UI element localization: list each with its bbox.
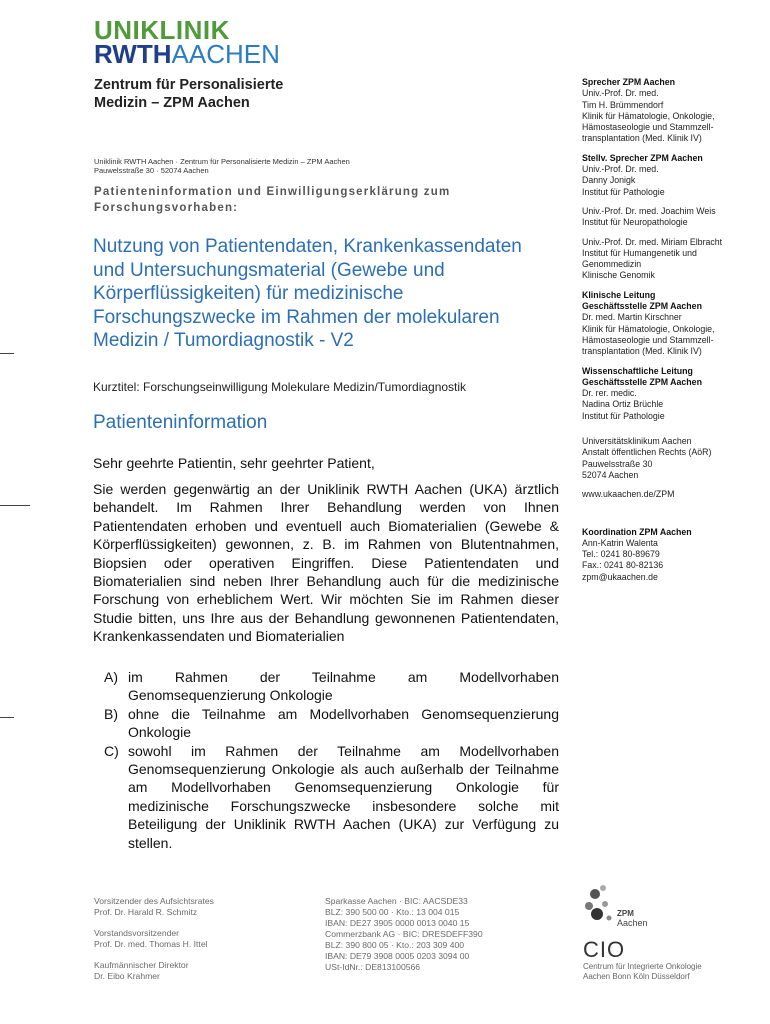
wissenschaft-line: Dr. rer. medic.: [582, 388, 637, 399]
center-name-line1: Zentrum für Personalisierte: [94, 77, 284, 93]
elbracht-block: [582, 237, 762, 282]
koordination-line: Fax.: 0241 80-82136: [582, 560, 664, 571]
sprecher-block: [582, 77, 762, 145]
address-line2: Pauwelsstraße 30 · 52074 Aachen: [94, 166, 209, 175]
intro-line2: Forschungsvorhaben:: [94, 202, 239, 214]
wissenschaft-subheading: Geschäftsstelle ZPM Aachen: [582, 376, 702, 387]
center-name-line2: Medizin – ZPM Aachen: [94, 95, 250, 111]
title-line: und Untersuchungsmaterial (Gewebe und: [93, 259, 445, 281]
footer-management: [94, 896, 214, 992]
option-c: [104, 742, 559, 852]
footer-group: [94, 928, 214, 950]
klinisch-line: Dr. med. Martin Kirschner: [582, 312, 682, 323]
sprecher-line: Univ.-Prof. Dr. med.: [582, 88, 659, 99]
sprecher-line: transplantation (Med. Klinik IV): [582, 133, 702, 144]
elbracht-line: Univ.-Prof. Dr. med. Miriam Elbracht: [582, 236, 723, 247]
title-line: Forschungszwecke im Rahmen der molekularen: [93, 306, 500, 328]
option-text: im Rahmen der Teilnahme am Modellvorhaben Genomsequenzierung Onkologie: [128, 669, 559, 704]
klinisch-line: transplantation (Med. Klinik IV): [582, 346, 702, 357]
uka-line: Pauwelsstraße 30: [582, 458, 653, 469]
cio-logo: [583, 938, 733, 982]
koordination-heading: Koordination ZPM Aachen: [582, 526, 692, 537]
klinisch-heading: Klinische Leitung: [582, 289, 656, 300]
zpm-logo: [583, 880, 653, 932]
section-heading: Patienteninformation: [93, 412, 268, 433]
option-label: C): [104, 742, 119, 759]
footer-line: Vorstandsvorsitzender: [94, 928, 180, 938]
uka-line: Universitätsklinikum Aachen: [582, 436, 692, 447]
bank-line: IBAN: DE27 3905 0000 0013 0040 15: [325, 918, 470, 928]
stellv-line: Danny Jonigk: [582, 175, 636, 186]
wissenschaft-line: Institut für Pathologie: [582, 410, 665, 421]
footer-group: [94, 896, 214, 918]
intro-line1: Patienteninformation und Einwilligungserklärung zum: [94, 186, 451, 198]
wissenschaft-block: [582, 366, 762, 422]
intro-heading: [94, 184, 534, 216]
footer-group: [94, 960, 214, 982]
cio-mark: CIO: [583, 937, 626, 962]
center-name: [94, 76, 283, 112]
uka-line: 52074 Aachen: [582, 469, 639, 480]
klinisch-block: [582, 290, 762, 358]
email-link[interactable]: zpm@ukaachen.de: [582, 571, 658, 582]
koordination-line: Tel.: 0241 80-89679: [582, 549, 660, 560]
option-label: A): [104, 669, 118, 685]
zpm-logo-text: ZPM: [617, 909, 634, 918]
footer-bank: [325, 896, 483, 973]
elbracht-line: Institut für Humangenetik und: [582, 247, 697, 258]
website-link[interactable]: www.ukaachen.de/ZPM: [582, 489, 675, 500]
weis-line: Univ.-Prof. Dr. med. Joachim Weis: [582, 205, 716, 216]
document-title: [93, 235, 573, 353]
bank-line: BLZ: 390 500 00 · Kto.: 13 004 015: [325, 907, 460, 917]
logo-rwth: RWTH: [94, 39, 172, 69]
bank-line: USt-IdNr.: DE813100566: [325, 962, 421, 972]
uka-line: Anstalt öffentlichen Rechts (AöR): [582, 447, 712, 458]
wissenschaft-heading: Wissenschaftliche Leitung: [582, 365, 693, 376]
options-list: [104, 668, 559, 852]
stellv-block: [582, 153, 762, 198]
option-text: sowohl im Rahmen der Teilnahme am Modellvorhaben Genomsequenzierung Onkologie als auch außerhalb der Teilnahme am Modellvorhaben Genomsequenzierung Onkologie für medizinische Forschungszwecke insbesondere solche mit Beteiligung der Uniklinik RWTH Aachen (UKA) zur Verfügung zu stellen.: [128, 742, 559, 851]
sidebar-contacts: [582, 77, 762, 591]
uniklinik-logo: [94, 15, 280, 69]
cio-line2: Aachen Bonn Köln Düsseldorf: [583, 972, 690, 981]
elbracht-line: Klinische Genomik: [582, 270, 655, 281]
logo-uniklinik: UNIKLINIK: [94, 15, 230, 45]
footer-line: Prof. Dr. Harald R. Schmitz: [94, 907, 198, 917]
zpm-logo-graphic: [583, 880, 653, 932]
stellv-line: Univ.-Prof. Dr. med.: [582, 164, 659, 175]
klinisch-line: Klinik für Hämatologie, Onkologie,: [582, 323, 715, 334]
wissenschaft-line: Nadina Ortiz Brüchle: [582, 399, 664, 410]
sprecher-line: Tim H. Brümmendorf: [582, 99, 664, 110]
cio-line1: Centrum für Integrierte Onkologie: [583, 962, 702, 971]
bank-line: Commerzbank AG · BIC: DRESDEFF390: [325, 929, 483, 939]
footer-line: Kaufmännischer Direktor: [94, 960, 189, 970]
zpm-logo-subtext: Aachen: [617, 918, 648, 928]
option-a: [104, 668, 559, 705]
short-title: Kurztitel: Forschungseinwilligung Molekulare Medizin/Tumordiagnostik: [93, 380, 467, 394]
weis-block: [582, 206, 762, 229]
title-line: Nutzung von Patientendaten, Krankenkassendaten: [93, 236, 522, 257]
bank-line: IBAN: DE79 3908 0005 0203 3094 00: [325, 951, 470, 961]
address-line1: Uniklinik RWTH Aachen · Zentrum für Personalisierte Medizin – ZPM Aachen: [94, 157, 350, 166]
body-paragraph: Sie werden gegenwärtig an der Uniklinik RWTH Aachen (UKA) ärztlich behandelt. Im Rahmen Ihrer Behandlung werden von Ihnen Patientendaten erhoben und eventuell auch Biomaterialien (Gewebe & Körperflüssigkeiten) gewonnen, z. B. im Rahmen von Blutentnahmen, Biopsien oder operativen Eingriffen. Diese Patientendaten und Biomaterialien sind neben Ihrer Behandlung auch für die medizinische Forschung von erheblichem Wert. Wir möchten Sie im Rahmen dieser Studie bitten, uns Ihre aus der Behandlung gewonnenen Patientendaten, Krankenkassendaten und Biomaterialien: [93, 481, 559, 645]
logo-rwth-aachen: [94, 39, 280, 69]
logo-aachen: AACHEN: [171, 39, 280, 69]
fold-mark: [0, 717, 14, 718]
uka-block: [582, 436, 762, 481]
bank-line: Sparkasse Aachen · BIC: AACSDE33: [325, 896, 468, 906]
title-line: Körperflüssigkeiten) für medizinische: [93, 283, 404, 305]
footer-line: Vorsitzender des Aufsichtsrates: [94, 896, 214, 906]
sender-address: [94, 157, 350, 175]
greeting: Sehr geehrte Patientin, sehr geehrter Patient,: [93, 455, 375, 471]
klinisch-line: Hämostaseologie und Stammzell-: [582, 334, 714, 345]
fold-mark: [0, 353, 14, 354]
option-label: B): [104, 705, 118, 722]
elbracht-line: Genommedizin: [582, 259, 642, 270]
koordination-block: [582, 527, 762, 583]
footer-line: Prof. Dr. med. Thomas H. Ittel: [94, 939, 208, 949]
koordination-line: Ann-Katrin Walenta: [582, 537, 658, 548]
title-line: Medizin / Tumordiagnostik - V2: [93, 330, 354, 352]
sprecher-heading: Sprecher ZPM Aachen: [582, 77, 676, 87]
sprecher-line: Hämostaseologie und Stammzell-: [582, 122, 714, 133]
stellv-heading: Stellv. Sprecher ZPM Aachen: [582, 152, 703, 163]
sprecher-line: Klinik für Hämatologie, Onkologie,: [582, 110, 715, 121]
option-b: [104, 705, 559, 742]
stellv-line: Institut für Pathologie: [582, 186, 665, 197]
bank-line: BLZ: 390 800 05 · Kto.: 203 309 400: [325, 940, 465, 950]
option-text: ohne die Teilnahme am Modellvorhaben Genomsequenzierung Onkologie: [128, 705, 559, 741]
klinisch-subheading: Geschäftsstelle ZPM Aachen: [582, 301, 702, 312]
weis-line: Institut für Neuropathologie: [582, 217, 688, 228]
punch-mark: [0, 505, 30, 506]
footer-line: Dr. Eibo Krahmer: [94, 971, 160, 981]
